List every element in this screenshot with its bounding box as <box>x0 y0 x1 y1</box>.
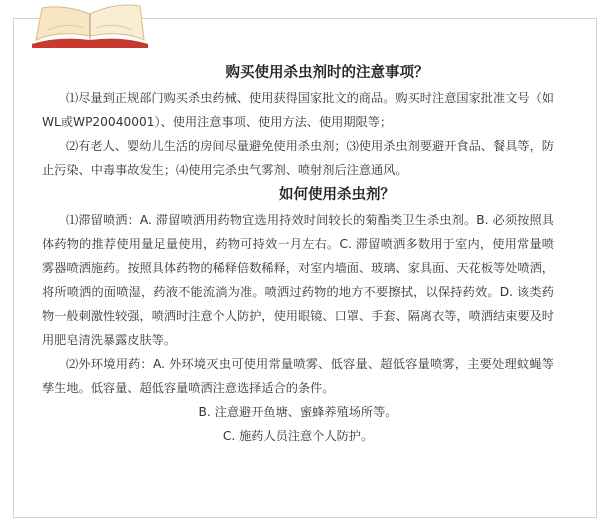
article-body <box>42 60 554 448</box>
paragraph: B. 注意避开鱼塘、蜜蜂养殖场所等。 <box>198 405 398 419</box>
paragraph: ⑵有老人、婴幼儿生活的房间尽量避免使用杀虫剂；⑶使用杀虫剂要避开食品、餐具等，防止污染、中毒事故发生；⑷使用完杀虫气雾剂、喷射剂后注意通风。 <box>42 139 554 177</box>
paragraph: C. 施药人员注意个人防护。 <box>222 429 374 443</box>
section-title: 购买使用杀虫剂时的注意事项？ <box>225 65 429 81</box>
paragraph: ⑴滞留喷洒：A. 滞留喷洒用药物宜选用持效时间较长的菊酯类卫生杀虫剂。B. 必须按照具体药物的推荐使用量足量使用，药物可持效一月左右。C. 滞留喷洒多数用于室内，使用常量喷雾器喷洒施药。按照具体药物的稀释倍数稀释，对室内墙面、玻璃、家具面、天花板等处喷洒，将所喷洒的面喷湿，药液不能流淌为准。喷洒过药物的地方不要擦拭，以保持药效。D. 该类药物一般刺激性较强，喷洒时注意个人防护，使用眼镜、口罩、手套、隔离衣等，喷洒结束要及时用肥皂清洗暴露皮肤等。 <box>42 213 554 347</box>
section-title: 如何使用杀虫剂？ <box>279 187 395 203</box>
paragraph: ⑴尽量到正规部门购买杀虫药械、使用获得国家批文的商品。购买时注意国家批准文号（如WL或WP20040001）、使用注意事项、使用方法、使用期限等； <box>42 91 554 129</box>
open-book-icon <box>28 0 152 48</box>
paragraph: ⑵外环境用药：A. 外环境灭虫可使用常量喷雾、低容量、超低容量喷雾，主要处理蚊蝇等孳生地。低容量、超低容量喷洒注意选择适合的条件。 <box>42 357 554 395</box>
